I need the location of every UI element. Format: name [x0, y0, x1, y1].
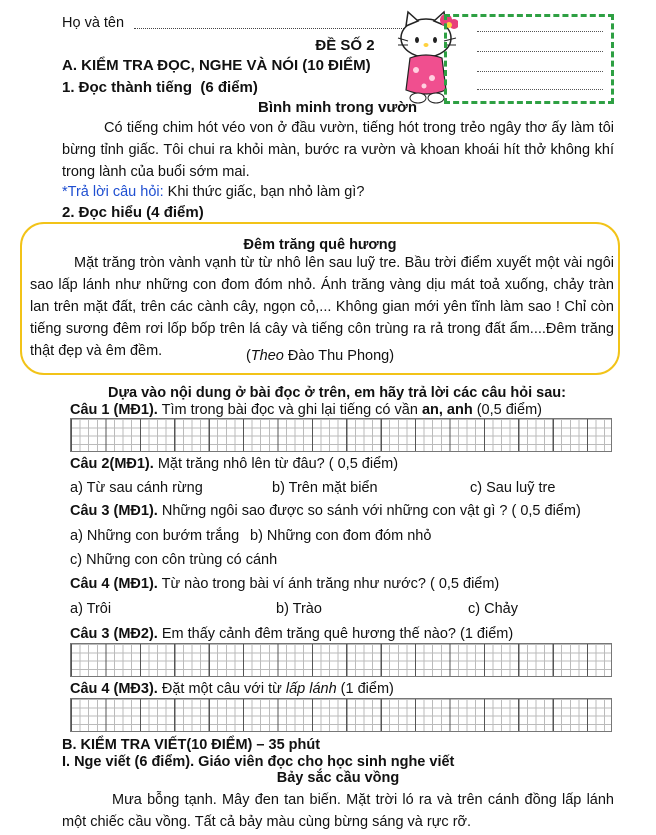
- question-6-text: Đặt một câu với từ: [157, 681, 286, 697]
- section-a-title: A. KIỂM TRA ĐỌC, NGHE VÀ NÓI (10 ĐIỂM): [62, 57, 371, 74]
- question-1-label: Câu 1 (MĐ1).: [70, 402, 158, 418]
- question-2-option-c[interactable]: c) Sau luỹ tre: [470, 480, 556, 496]
- question-3-option-a[interactable]: a) Những con bướm trắng: [70, 528, 240, 544]
- question-4-option-c[interactable]: c) Chảy: [468, 601, 518, 617]
- name-field[interactable]: [134, 18, 412, 29]
- question-5-label: Câu 3 (MĐ2).: [70, 626, 158, 642]
- passage1-question: [62, 181, 364, 203]
- question-1-bold: an, anh: [421, 402, 473, 418]
- question-6-tail: (1 điểm): [336, 681, 394, 697]
- section-b-part1: I. Nge viết (6 điểm). Giáo viên đọc cho học sinh nghe viết: [62, 754, 455, 770]
- question-6: [70, 678, 394, 700]
- question-2-option-b[interactable]: b) Trên mặt biển: [272, 480, 378, 496]
- passage2-text: Mặt trăng tròn vành vạnh từ từ nhô lên sau luỹ tre. Bầu trời điểm xuyết một vài ngôi sao lấp lánh như những con đom đóm nhỏ. Ánh trăng vàng dịu mát toả xuống, chảy tràn lan trên mặt đất, trên các cành cây, ngọn cỏ,... Không gian mới yên tĩnh làm sao ! Chỉ còn tiếng sương đêm rơi lốp bốp trên lá cây và tiếng côn trùng ra rả trong đất ẩm....Đêm trăng thật đẹp và êm đềm.: [30, 255, 614, 359]
- part1-title: [62, 77, 258, 99]
- question-text: Khi thức giấc, bạn nhỏ làm gì?: [163, 184, 365, 200]
- question-5-text: Em thấy cảnh đêm trăng quê hương thế nào? (1 điểm): [157, 626, 514, 642]
- question-3: [70, 500, 581, 522]
- question-4-option-b[interactable]: b) Trào: [276, 601, 322, 617]
- name-line: [62, 12, 422, 34]
- part1-points: (6 điểm): [200, 79, 258, 96]
- source-open: (: [245, 348, 251, 364]
- passage1-title: Bình minh trong vườn: [258, 99, 418, 116]
- exam-number: ĐỀ SỐ 2: [315, 37, 375, 54]
- score-box[interactable]: [444, 14, 614, 104]
- part1-title-text: 1. Đọc thành tiếng: [62, 79, 193, 96]
- question-prefix: *Trả lời câu hỏi:: [62, 184, 164, 200]
- question-2: [70, 453, 398, 475]
- part2-title: 2. Đọc hiểu (4 điểm): [62, 204, 204, 221]
- section-b-passage-title: Bảy sắc cầu vồng: [276, 770, 400, 786]
- question-4-label: Câu 4 (MĐ1).: [70, 576, 158, 592]
- question-3-option-b[interactable]: b) Những con đom đóm nhỏ: [250, 528, 432, 544]
- answer-grid-2[interactable]: [70, 643, 612, 677]
- source-author: Đào Thu Phong): [283, 348, 395, 364]
- question-6-italic: lấp lánh: [285, 681, 337, 697]
- question-3-text: Những ngôi sao được so sánh với những con vật gì ? ( 0,5 điểm): [157, 503, 581, 519]
- question-4-text: Từ nào trong bài ví ánh trăng như nước? ( 0,5 điểm): [157, 576, 500, 592]
- question-3-option-c[interactable]: c) Những con côn trùng có cánh: [70, 552, 278, 568]
- section-b-title: B. KIỂM TRA VIẾT(10 ĐIỂM) – 35 phút: [62, 737, 321, 753]
- question-4: [70, 573, 499, 595]
- question-1-text: Tìm trong bài đọc và ghi lại tiếng có vần: [157, 402, 422, 418]
- instruction: Dựa vào nội dung ở bài đọc ở trên, em hãy trả lời các câu hỏi sau:: [108, 385, 566, 401]
- name-label: Họ và tên: [62, 15, 125, 31]
- question-2-option-a[interactable]: a) Từ sau cánh rừng: [70, 480, 203, 496]
- question-4-option-a[interactable]: a) Trôi: [70, 601, 112, 617]
- passage2-source: [20, 345, 620, 367]
- passage2-title: Đêm trăng quê hương: [243, 237, 397, 253]
- question-5: [70, 623, 513, 645]
- question-6-label: Câu 4 (MĐ3).: [70, 681, 158, 697]
- answer-grid-3[interactable]: [70, 698, 612, 732]
- passage1-text: Có tiếng chim hót véo von ở đầu vườn, tiếng hót trong trẻo ngây thơ ấy làm tôi bừng tỉnh giấc. Tôi chui ra khỏi màn, bước ra vườn và khoan khoái hít thở không khí trong lành của buổi sớm mai.: [62, 120, 614, 180]
- question-2-label: Câu 2(MĐ1).: [70, 456, 154, 472]
- answer-grid-1[interactable]: [70, 418, 612, 452]
- source-italic: Theo: [250, 348, 284, 364]
- question-2-text: Mặt trăng nhô lên từ đâu? ( 0,5 điểm): [153, 456, 399, 472]
- section-b-passage-text: Mưa bỗng tạnh. Mây đen tan biến. Mặt trời ló ra và trên cánh đồng lấp lánh một chiếc cầu vồng. Tất cả bảy màu cùng bừng sáng và rực rỡ.: [62, 792, 614, 830]
- question-3-label: Câu 3 (MĐ1).: [70, 503, 158, 519]
- question-1-tail: (0,5 điểm): [472, 402, 543, 418]
